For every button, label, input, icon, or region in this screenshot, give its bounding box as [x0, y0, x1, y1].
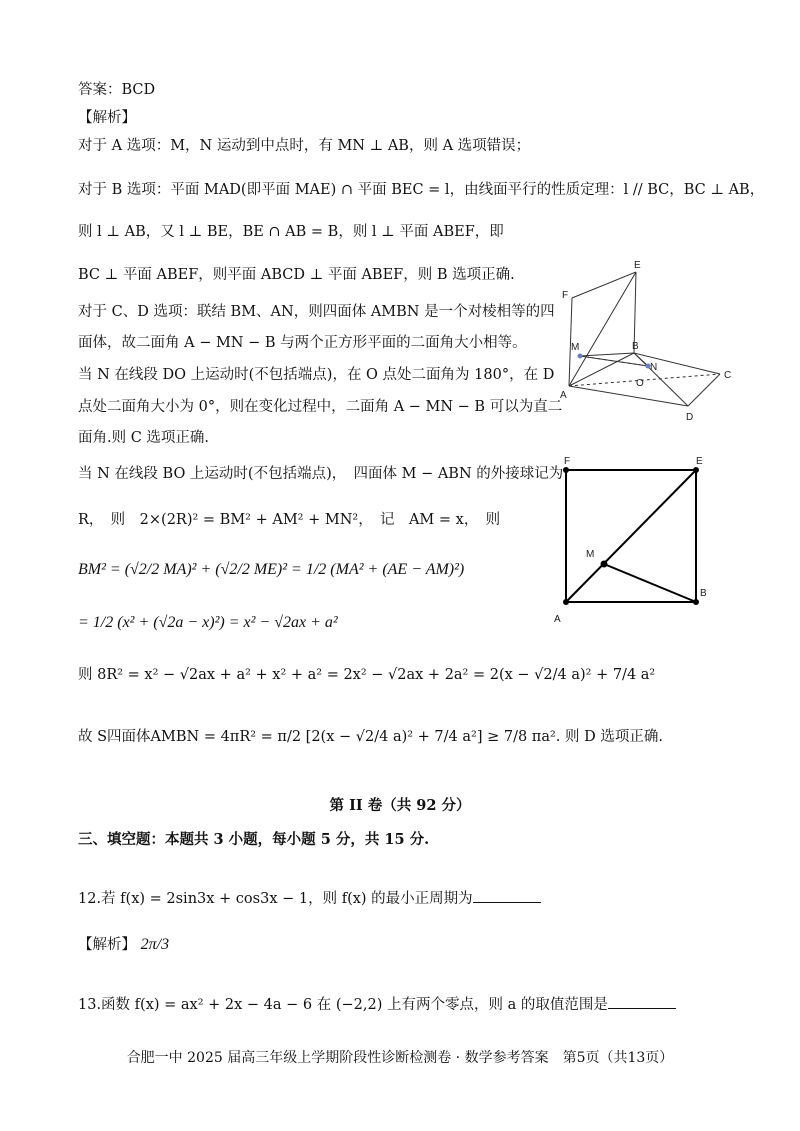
label-f-2: F — [564, 456, 571, 467]
question-12-solution — [78, 935, 169, 955]
figure-2-edges — [566, 470, 696, 602]
answer-line: 答案：BCD — [78, 82, 156, 98]
option-d-text-2: R， 则 2×(2R)² = BM² + AM² + MN²， 记 AM = x， 则 — [78, 512, 501, 528]
option-c-text-1: 当 N 在线段 DO 上运动时(不包括端点)，在 O 点处二面角为 180°，在 D — [78, 367, 555, 383]
question-12-blank — [473, 888, 541, 903]
section-title: 第 II 卷（共 92 分） — [329, 797, 471, 814]
point-m — [578, 354, 583, 359]
vertex-e — [693, 467, 699, 473]
option-d-formula-3: 则 8R² = x² − √2ax + a² + x² + a² = 2x² − √2ax + 2a² = 2(x − √2/4 a)² + 7/4 a² — [78, 667, 656, 683]
option-b-text-1: 对于 B 选项：平面 MAD(即平面 MAE) ∩ 平面 BEC = l，由线面平行的性质定理：l // BC，BC ⊥ AB， — [78, 182, 765, 198]
option-a-text: 对于 A 选项：M，N 运动到中点时，有 MN ⊥ AB，则 A 选项错误； — [78, 138, 531, 154]
label-a-2: A — [554, 614, 561, 625]
option-c-text-3: 面角.则 C 选项正确. — [78, 430, 210, 446]
question-12-solution-label: 【解析】 — [78, 937, 136, 953]
vertex-a — [563, 599, 569, 605]
option-b-text-2: 则 l ⊥ AB，又 l ⊥ BE，BE ∩ AB = B，则 l ⊥ 平面 ABEF，即 — [78, 224, 504, 240]
point-m-square — [601, 561, 608, 568]
question-13-blank — [608, 994, 676, 1009]
label-e-2: E — [696, 456, 703, 467]
vertex-b — [693, 599, 699, 605]
label-a: A — [560, 390, 567, 401]
question-12-answer: 2π/3 — [140, 936, 170, 953]
analysis-label: 【解析】 — [78, 110, 136, 126]
question-13-text: 13.函数 f(x) = ax² + 2x − 4a − 6 在 (−2,2) 上有两个零点，则 a 的取值范围是 — [78, 997, 608, 1013]
page-footer: 合肥一中 2025 届高三年级上学期阶段性诊断检测卷 · 数学参考答案 第5页（共13页） — [126, 1050, 674, 1066]
option-d-formula-4: 故 S四面体AMBN = 4πR² = π/2 [2(x − √2/4 a)² + 7/4 a²] ≥ 7/8 πa². 则 D 选项正确. — [78, 729, 663, 745]
option-b-text-3: BC ⊥ 平面 ABEF，则平面 ABCD ⊥ 平面 ABEF，则 B 选项正确. — [78, 267, 515, 283]
question-12-text: 12.若 f(x) = 2sin3x + cos3x − 1，则 f(x) 的最小正周期为 — [78, 891, 473, 907]
label-m: M — [571, 342, 580, 353]
label-c: C — [724, 370, 732, 381]
label-m-2: M — [586, 549, 595, 560]
question-12 — [78, 888, 541, 909]
option-d-text-1: 当 N 在线段 BO 上运动时(不包括端点)， 四面体 M − ABN 的外接球记为 — [78, 466, 564, 482]
option-d-formula-2: = 1/2 (x² + (√2a − x)²) = x² − √2ax + a² — [78, 614, 338, 631]
section-subtitle: 三、填空题：本题共 3 小题，每小题 5 分，共 15 分. — [78, 831, 430, 848]
label-b-2: B — [700, 588, 707, 599]
label-f: F — [562, 290, 569, 301]
option-cd-text-1: 对于 C、D 选项：联结 BM、AN，则四面体 AMBN 是一个对棱相等的四 — [78, 304, 555, 320]
solid-geometry-figure — [540, 258, 740, 428]
label-o: O — [636, 378, 644, 389]
square-abef-figure — [548, 454, 720, 634]
option-c-text-2: 点处二面角大小为 0°，则在变化过程中，二面角 A − MN − B 可以为直二 — [78, 399, 563, 415]
figure-1-edges — [569, 272, 720, 406]
vertex-f — [563, 467, 569, 473]
question-13 — [78, 994, 676, 1015]
option-cd-text-2: 面体，故二面角 A − MN − B 与两个正方形平面的二面角大小相等。 — [78, 335, 527, 351]
label-e: E — [634, 260, 641, 271]
label-n: N — [650, 362, 658, 373]
label-d: D — [686, 412, 694, 423]
label-b: B — [632, 341, 639, 352]
option-d-formula-1: BM² = (√2/2 MA)² + (√2/2 ME)² = 1/2 (MA² + (AE − AM)²) — [78, 561, 465, 578]
